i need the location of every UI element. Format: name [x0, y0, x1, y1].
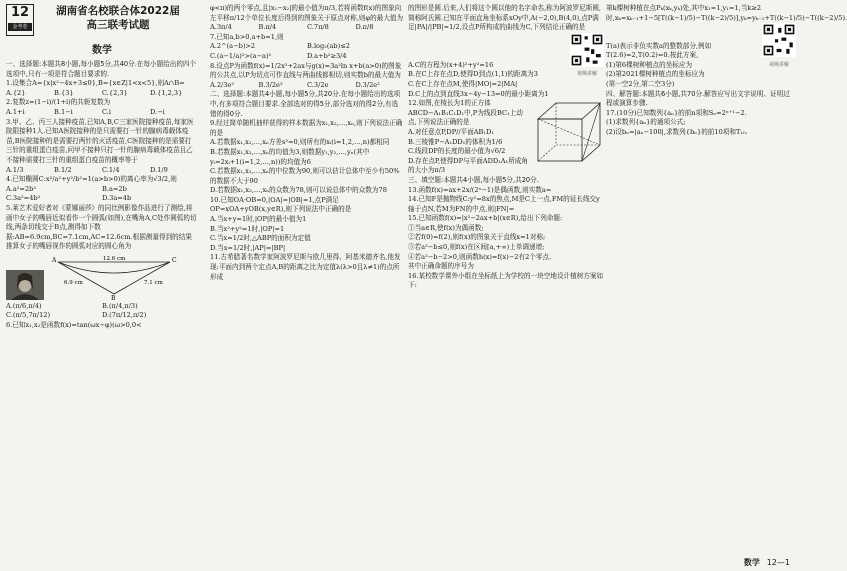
question-12-option-c: C.线段DP的长度的最小值为√6/2 — [408, 147, 506, 156]
question-9-option-d: D.若数据x₁,x₂,…,xₙ的众数为78,则可以说总体中的众数为78 — [210, 186, 387, 195]
question-1-options — [6, 89, 198, 99]
question-5: 5.莱艺术爱好者对《蒙娜丽莎》的同比例影像作品进行了测绘,将画中女子的嘴唇近似看作一个圆弧(如图),在嘴角A,C处作圆弧的切线,两条切线交于B点,测得如下数据:AB=6.9cm,BC=7.1cm,AC=12.6cm.根据测量得到的结果推算女子的嘴唇视作的圆弧对应的圆心角为 — [6, 203, 197, 251]
badge-number: 12 — [10, 5, 30, 20]
question-15-item-2: ②若f(0)=f(2),则f(x)的图象关于直线x=1对称; — [408, 233, 546, 242]
option: C.i — [102, 107, 112, 116]
question-17-part-1: (1)求数列{aₙ}的通项公式; — [606, 118, 686, 127]
question-3: 3.甲、乙、丙三人接种疫苗,已知A,B,C三家医院接种疫苗,每家医院限接种1人.已知A医院接种的是只需要打一针的腺病毒载体疫苗,B医院接种的是需要打两针的灭活疫苗,C医院接种的是需要打三针的重组蛋白疫苗,问甲不接种只打一针的腺病毒载体疫苗且乙不接种需要打三针的重组蛋白疫苗的概率等于 — [6, 117, 194, 164]
question-11-option-b: B.在C上存在点D,使得D到点(1,1)的距离为3 — [408, 70, 538, 79]
badge-tag: 金考卷 — [8, 23, 32, 31]
subject-title: 数学 — [92, 45, 112, 56]
exam-title — [38, 4, 198, 32]
question-16-definition: T(a)表示非负实数a的整数部分,例如T(2.6)=2,T(0.2)=0.按此方案, — [606, 41, 712, 60]
point-c-label: C — [172, 256, 177, 264]
option: B.3/2e² — [258, 80, 283, 89]
question-7: 7.已知a,b>0,a+b=1,则 — [210, 32, 284, 41]
question-15-end: 其中正确命题的序号为 — [408, 262, 474, 271]
section-3-heading: 三、填空题:本题共4小题,每小题5分,共20分. — [408, 175, 539, 184]
question-11-answers — [408, 33, 604, 80]
question-4: 4.已知椭圆C:x²/a²+y²/b²=1(a>b>0)的离心率为√3/2,则 — [6, 175, 177, 184]
option: A.2/3e² — [210, 80, 235, 89]
question-10-option-c: C.当x=1/2时,△ABP的面积为定值 — [210, 234, 311, 243]
question-11-continued: 的图形是圆.后来,人们将这个圆以他的名字命名,称为阿波罗尼斯圆,简称阿氏圆.已知在平面直角坐标系xOy中,A(−2,0),B(4,0),点P满足|PA|/|PB|=1/2,设点P所构成的曲线为C,下列结论正确的是 — [408, 4, 602, 32]
option: D.(7π/12,π/2) — [102, 311, 147, 320]
question-9: 9.经过简单随机抽样获得的样本数据为x₁,x₂,…,xₙ,则下列说法正确的是 — [210, 119, 403, 137]
option: D.−i — [150, 107, 165, 116]
option: D.a+b²≥3/4 — [307, 51, 347, 60]
option: D.{1,2,3} — [150, 88, 183, 97]
option: A.3π/4 — [210, 23, 232, 32]
question-1: 1.设集合A={x|x²−4x+3≤0},B={x∈Z|1<x<5},则A∩B= — [6, 79, 185, 88]
option: D.3a=4b — [102, 194, 132, 203]
ac-length-label: 12.6 cm — [103, 255, 126, 262]
question-17-part-2: (2)设bₙ=|aₙ−100|,求数列{bₙ}的前10项和T₁₀. — [606, 127, 748, 136]
question-9-option-a: A.若数据x₁,x₂,…,xₙ方差s²=0,则所有的xᵢ(i=1,2,…,n)都相同 — [210, 138, 390, 147]
question-10: 10.已知OA·OB=0,|OA|=|OB|=1,点P满足OP=xOA+yOB(x,y∈R),则下列说法中正确的是 — [210, 195, 352, 214]
bc-length-label: 7.1 cm — [144, 279, 163, 286]
option: D.3/2e² — [355, 80, 380, 89]
option: B.(π/4,π/3) — [102, 301, 138, 310]
question-11-option-a: A.C的方程为(x+4)²+y²=16 — [408, 60, 494, 69]
page-number: 12—1 — [766, 558, 790, 567]
question-8: 8.设点P为函数f(x)=1/2x²+2ax与g(x)=3a²ln x+b(a>0)的图象的公共点,以P为切点可作直线与两曲线都相切,则实数b的最大值为 — [210, 61, 402, 80]
question-10-option-b: B.当x²+y²=1时,|OP|=1 — [210, 224, 285, 233]
option: B.log₂(ab)≤2 — [307, 42, 350, 51]
question-12-option-d: D.存在点P,使得DP与平面ADD₁A₁所成角的大小为π/3 — [408, 156, 528, 175]
option: B.a=2b — [102, 184, 127, 193]
question-6-options — [210, 23, 404, 33]
option: A.(π/6,π/4) — [6, 301, 42, 310]
question-5-options — [6, 302, 198, 321]
column-2 — [210, 4, 404, 282]
question-12-option-a: A.对任意点P,DP//平面AB₁D₁ — [408, 127, 494, 136]
question-11: 11.古希腊著名数学家阿波罗尼斯与欧几里得、阿基米德齐名,他发现:平面内到两个定点A,B的距离之比为定值λ(λ>0且λ≠1)的点所形成 — [210, 253, 401, 281]
question-17: 17.(10分)已知数列{aₙ}的前n项和Sₙ=2ⁿ⁺¹−2. — [606, 108, 747, 117]
mona-lisa-image — [6, 270, 44, 300]
question-16-answers — [606, 23, 796, 70]
question-6-continued: φ<π)的两个零点,且|x₁−x₂|的最小值为π/3,若将函数f(x)的图象向左平移π/12个单位长度后得到的图象关于原点对称,则φ的最大值为 — [210, 4, 404, 22]
option: D.1/9 — [150, 165, 168, 174]
title-line-2: 高三联考试题 — [86, 19, 150, 31]
option: C.7π/8 — [307, 23, 329, 32]
question-12-option-b: B.三棱锥P−A₁DD₁的体积为1/6 — [408, 137, 503, 146]
option: C.(a−1/a)²>(a−a)² — [210, 51, 272, 60]
qr-label: 视频讲解 — [768, 61, 789, 68]
question-8-options — [210, 81, 404, 91]
question-9-option-b: B.若数据x₁,x₂,…,xₙ的均值为3,则数据y₁,y₂,…,yₙ(其中yᵢ=2xᵢ+1(i=1,2,…,n))的均值为6 — [210, 147, 370, 166]
question-5-figure — [6, 254, 198, 300]
option: C.1/4 — [102, 165, 120, 174]
option: B.π/4 — [258, 23, 277, 32]
qr-code-icon[interactable] — [762, 23, 796, 57]
exam-header — [6, 4, 198, 60]
question-7-options — [210, 42, 404, 61]
section-2-heading: 二、选择题:本题共4小题,每小题5分,共20分.在每小题给出的选项中,有多项符合题目要求.全部选对的得5分,部分选对的得2分,有选错的得0分. — [210, 90, 401, 118]
question-12: 12.如图,在棱长为1的正方体ABCD−A₁B₁C₁D₁中,P为线段BC₁上动点,下列说法正确的是 — [408, 99, 523, 127]
question-16-part-2: (2)第2021棵树种植点的坐标应为 — [606, 70, 705, 79]
column-4 — [606, 4, 847, 138]
option: C.{2,3} — [102, 88, 128, 97]
section-1-heading: 一、选择题:本题共8小题,每小题5分,共40分.在每小题给出的四个选项中,只有一项是符合题目要求的. — [6, 60, 197, 78]
question-15: 15.已知函数f(x)=|x²−2ax+b|(x∈R),给出下列命题: — [408, 214, 563, 223]
question-15-item-4: ④若a²−b−2>0,则函数h(x)=f(x)−2有2个零点. — [408, 252, 552, 261]
ab-length-label: 6.9 cm — [64, 279, 83, 286]
question-14: 14.已知F是抛物线C:y²=8x的焦点,M是C上一点,FM的延长线交y轴于点N,若M为FN的中点,则|FN|= — [408, 195, 600, 213]
question-11-option-d: D.C上的点到直线3x−4y−13=0的最小距离为1 — [408, 89, 549, 98]
option: A.2^(a−b)>2 — [210, 42, 256, 51]
section-4-heading: 四、解答题:本题共6小题,共70分.解答应写出文字说明、证明过程或演算步骤. — [606, 89, 790, 108]
option: B.1−i — [54, 107, 73, 116]
question-3-options — [6, 166, 198, 176]
footer-subject: 数学 — [743, 558, 760, 567]
point-b-label: B — [111, 294, 116, 302]
title-line-1: 湖南省名校联合体2022届 — [56, 5, 180, 17]
option: C.3a²=4b² — [6, 194, 41, 203]
question-16-part-1: (1)第6棵树种植点的坐标应为 — [606, 60, 693, 69]
arc-triangle-diagram — [48, 254, 178, 300]
question-16-continued: 第k棵树种植在点Pₖ(xₖ,yₖ)处,其中x₁=1,y₁=1,当k≥2时,xₖ=xₖ₋₁+1−5[T((k−1)/5)−T((k−2)/5)],yₖ=yₖ₋₁+T((k−1)/5)−T((k−2)/5). — [606, 4, 847, 22]
question-11-option-c: C.在C上存在点M,使得|MO|=2|MA| — [408, 79, 518, 88]
question-6: 6.已知x₁,x₂是函数f(x)=tan(ωx−φ)(ω>0,0< — [6, 321, 142, 330]
question-9-option-c: C.若数据x₁,x₂,…,xₙ的中位数为90,则可以估计总体中至少有50%的数据不大于90 — [210, 167, 400, 185]
question-2: 2.复数z=(1−i)/(1+i)的共轭复数为 — [6, 98, 111, 107]
qr-label: 视频讲解 — [576, 71, 597, 78]
option: A.1/3 — [6, 165, 24, 174]
cube-diagram — [532, 99, 604, 165]
option: D.π/8 — [355, 23, 374, 32]
question-15-item-3: ③若a²−b≤0,则f(x)在区间[a,+∞)上单调递增; — [408, 243, 545, 252]
question-16-note: (第一空2分,第二空3分) — [606, 79, 675, 88]
question-10-option-a: A.当x+y=1时,|OP|的最小值为1 — [210, 215, 307, 224]
question-2-options — [6, 108, 198, 118]
option: A.1+i — [6, 107, 25, 116]
column-3 — [408, 4, 604, 291]
option: B.1/2 — [54, 165, 72, 174]
badge — [6, 4, 34, 36]
option: C.(π/5,7π/12) — [6, 311, 51, 320]
question-16: 16.某校数学课外小组在坐标纸上为学校的一块空地设计植树方案如下: — [408, 271, 604, 290]
question-10-option-d: D.当x=1/2时,|AP|=|BP| — [210, 243, 286, 252]
question-13: 13.函数f(x)=ax+2x/(2ˣ−1)是偶函数,则实数a= — [408, 185, 552, 194]
question-15-item-1: ①当a∈R,使f(x)为偶函数; — [408, 223, 484, 232]
page-footer — [744, 557, 790, 568]
qr-code-icon[interactable] — [570, 33, 604, 67]
option: A.a²=2b² — [6, 184, 37, 193]
option: A.{2} — [6, 88, 26, 97]
option: B.{3} — [54, 88, 74, 97]
option: C.3/2e — [307, 80, 329, 89]
question-4-options — [6, 185, 198, 204]
column-1 — [6, 4, 198, 331]
point-a-label: A — [52, 256, 57, 264]
